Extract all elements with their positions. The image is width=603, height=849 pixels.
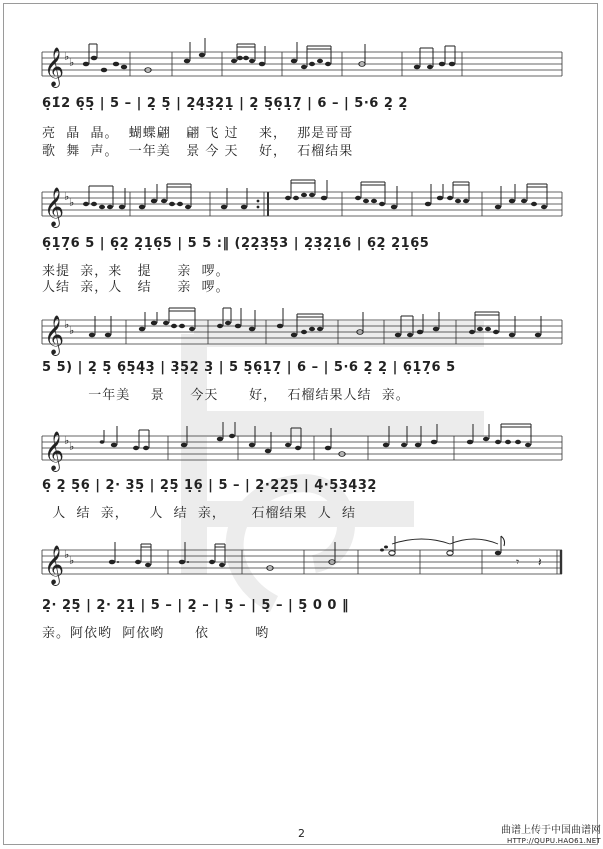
svg-text:𝄽: 𝄽 <box>538 555 542 569</box>
staff-3 <box>42 300 562 360</box>
svg-text:♭: ♭ <box>64 548 70 561</box>
score-page <box>3 3 598 845</box>
svg-text:♭: ♭ <box>69 324 75 337</box>
lyric-line-5a: 亲。阿依哟 阿依哟 依 哟 <box>42 626 270 641</box>
svg-text:𝄾: 𝄾 <box>516 555 520 569</box>
svg-text:♭: ♭ <box>69 196 75 209</box>
staff-5 <box>42 530 562 590</box>
jianpu-line-1: 6̣1̇2 6̣5̣ | 5 – | 2̣ 5̣ | 2̣4̣3̣2̣1̣ | 2̣ 5̣6̣1̣7̣ | 6 – | 5·6 2̣ 2̣ <box>42 96 408 111</box>
svg-text:♭: ♭ <box>69 440 75 453</box>
site-watermark <box>501 825 601 847</box>
svg-text:♭: ♭ <box>69 56 75 69</box>
svg-text:𝄞: 𝄞 <box>44 315 65 355</box>
svg-text:♭: ♭ <box>64 434 70 447</box>
watermark-url: HTTP://QUPU.HAO61.NET <box>507 837 601 845</box>
jianpu-line-4: 6̣ 2̣ 5̣6̣ | 2̣· 3̣5̣ | 2̣5̣ 1̣6̣ | 5 – | 2̣·2̣2̣5̣ | 4̣·5̣3̣4̣3̣2̣ <box>42 478 377 493</box>
lyric-line-1a: 亮 晶 晶。 蝴蝶翩 翩 飞 过 来， 那是哥哥 <box>42 126 354 141</box>
svg-text:♭: ♭ <box>64 50 70 63</box>
lyric-line-1b: 歌 舞 声。 一年美 景 今 天 好， 石榴结果 <box>42 144 354 159</box>
svg-text:𝄞: 𝄞 <box>44 47 65 87</box>
jianpu-line-2: 6̣1̣7̣6 5 | 6̣2̣ 2̣1̣6̣5 | 5 5 :‖ (2̣2̣3̣5̣3 | 2̣3̣2̣1̣6 | 6̣2̣ 2̣1̣6̣5 <box>42 236 430 251</box>
svg-text:♭: ♭ <box>64 190 70 203</box>
lyric-line-2b: 人结 亲，人 结 亲 啰。 <box>42 280 230 295</box>
watermark-text: 曲谱上传于中国曲谱网 <box>501 825 601 836</box>
svg-text:♭: ♭ <box>69 554 75 567</box>
lyric-line-2a: 来提 亲，来 提 亲 啰。 <box>42 264 230 279</box>
lyric-line-4a: 人 结 亲， 人 结 亲， 石榴结果 人 结 <box>42 506 357 521</box>
jianpu-line-5: 2̣· 2̣5̣ | 2̣· 2̣1̣ | 5 – | 2̣ – | 5̣ – | 5̣ – | 5̣ 0 0 ‖ <box>42 598 349 613</box>
svg-text:𝄞: 𝄞 <box>44 431 65 471</box>
page-number: 2 <box>298 827 305 840</box>
svg-text:𝄞: 𝄞 <box>44 545 65 585</box>
jianpu-line-3: 5 5) | 2̣ 5̣ 6̣5̣4̣3̣ | 3̣5̣2̣ 3̣ | 5 5̣6̣1̣7̣ | 6 – | 5·6 2̣ 2̣ | 6̣1̣7̣6 5 <box>42 360 456 375</box>
svg-text:𝄞: 𝄞 <box>44 187 65 227</box>
staff-4 <box>42 416 562 476</box>
staff-1 <box>42 32 562 92</box>
svg-text:♭: ♭ <box>64 318 70 331</box>
staff-2 <box>42 172 562 232</box>
lyric-line-3a: 一年美 景 今天 好， 石榴结果人结 亲。 <box>42 388 410 403</box>
